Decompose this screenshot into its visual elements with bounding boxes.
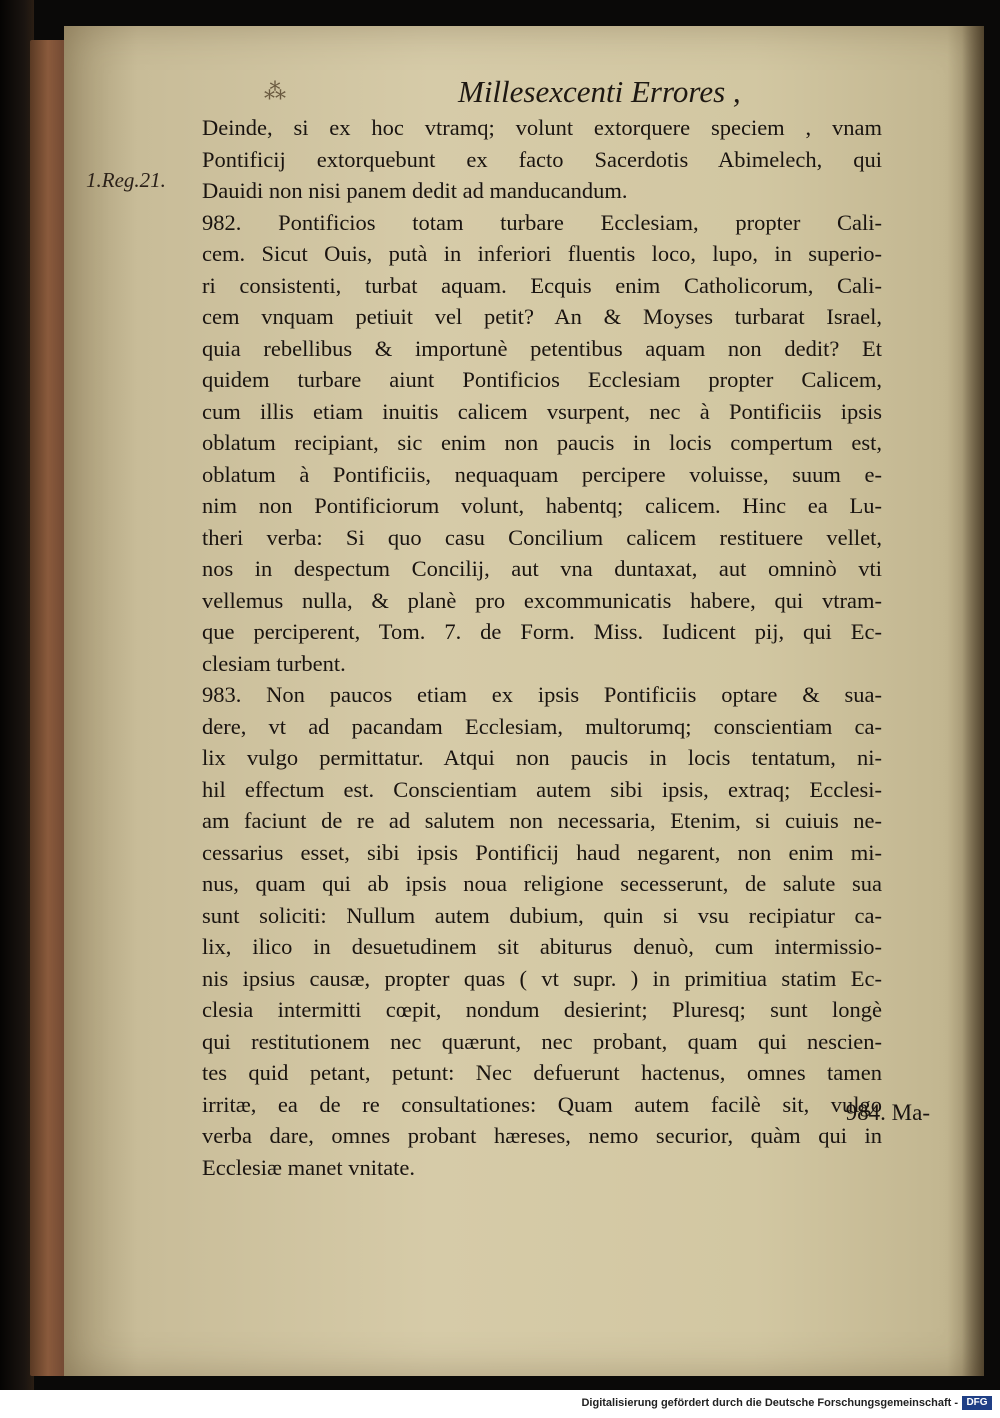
text-line: nus, quam qui ab ipsis noua religione secesserunt, de salute sua (202, 871, 882, 896)
running-head (264, 74, 824, 114)
text-line: hil effectum est. Conscientiam autem sibi ipsis, extraq; Ecclesi- (202, 776, 882, 802)
text-line: clesia intermitti cœpit, nondum desierint; Pluresq; sunt longè (202, 997, 882, 1022)
text-line: cem. Sicut Ouis, putà in inferiori fluentis loco, lupo, in superio- (202, 241, 882, 266)
footer-bar (0, 1390, 1000, 1418)
text-line: am faciunt de re ad salutem non necessaria, Etenim, si cuiuis ne- (202, 808, 882, 833)
text-line: ri consistenti, turbat aquam. Ecquis enim Catholicorum, Cali- (202, 272, 882, 298)
text-line: quidem turbare aiunt Pontificios Ecclesiam propter Calicem, (202, 367, 882, 392)
head-ornament: ⁂ (264, 80, 287, 105)
text-line: oblatum recipiant, sic enim non paucis in locis compertum est, (202, 430, 882, 455)
margin-note: 1.Reg.21. (86, 168, 166, 192)
text-line: irritæ, ea de re consultationes: Quam autem facilè sit, vulgo (202, 1091, 882, 1117)
body-text (202, 112, 882, 1183)
text-line: 982. Pontificios totam turbare Ecclesiam, propter Cali- (202, 209, 882, 235)
text-line: Ecclesiæ manet vnitate. (202, 1154, 416, 1180)
text-line: lix, ilico in desuetudinem sit abiturus denuò, cum intermissio- (202, 934, 882, 959)
text-line: vellemus nulla, & planè pro excommunicatis habere, qui vtram- (202, 587, 882, 613)
text-line: Pontificij extorquebunt ex facto Sacerdotis Abimelech, qui (202, 146, 882, 172)
text-line: cessarius esset, sibi ipsis Pontificij haud negarent, non enim mi- (202, 839, 882, 865)
text-line: Deinde, si ex hoc vtramq; volunt extorquere speciem , vnam (202, 115, 882, 140)
footer-credit: Digitalisierung gefördert durch die Deutsche Forschungsgemeinschaft - (581, 1397, 958, 1409)
scan-dark-edge (0, 0, 34, 1390)
text-line: cem vnquam petiuit vel petit? An & Moyses turbarat Israel, (202, 304, 882, 329)
text-line: clesiam turbent. (202, 650, 346, 676)
text-line: sunt soliciti: Nullum autem dubium, quin si vsu recipiatur ca- (202, 902, 882, 928)
text-line: verba dare, omnes probant hæreses, nemo securior, quàm qui in (202, 1123, 882, 1148)
text-line: theri verba: Si quo casu Concilium calicem restituere vellet, (202, 524, 882, 550)
text-line: oblatum à Pontificiis, nequaquam percipere voluisse, suum e- (202, 461, 882, 487)
text-line: Dauidi non nisi panem dedit ad manducandum. (202, 178, 628, 203)
dfg-logo: DFG (962, 1396, 992, 1410)
text-line: dere, vt ad pacandam Ecclesiam, multorumq; conscientiam ca- (202, 713, 882, 739)
running-head-title: Millesexcenti Errores , (458, 74, 741, 109)
text-line: nis ipsius causæ, propter quas ( vt supr. ) in primitiua statim Ec- (202, 965, 882, 991)
text-line: tes quid petant, petunt: Nec defuerunt hactenus, omnes tamen (202, 1060, 882, 1085)
gutter-shadow (962, 26, 984, 1376)
text-line: nos in despectum Concilij, aut vna duntaxat, aut omninò vti (202, 556, 882, 581)
text-line: nim non Pontificiorum volunt, habentq; calicem. Hinc ea Lu- (202, 493, 882, 518)
text-line: que perciperent, Tom. 7. de Form. Miss. Iudicent pij, qui Ec- (202, 619, 882, 644)
text-line: qui restitutionem nec quærunt, nec probant, quam qui nescien- (202, 1028, 882, 1054)
catchword: 984. Ma- (845, 1100, 930, 1125)
text-line: 983. Non paucos etiam ex ipsis Pontificiis optare & sua- (202, 682, 882, 707)
text-line: cum illis etiam inuitis calicem vsurpent, nec à Pontificiis ipsis (202, 398, 882, 424)
text-line: lix vulgo permittatur. Atqui non paucis in locis tentatum, ni- (202, 745, 882, 770)
text-line: quia rebellibus & importunè petentibus aquam non dedit? Et (202, 335, 882, 361)
